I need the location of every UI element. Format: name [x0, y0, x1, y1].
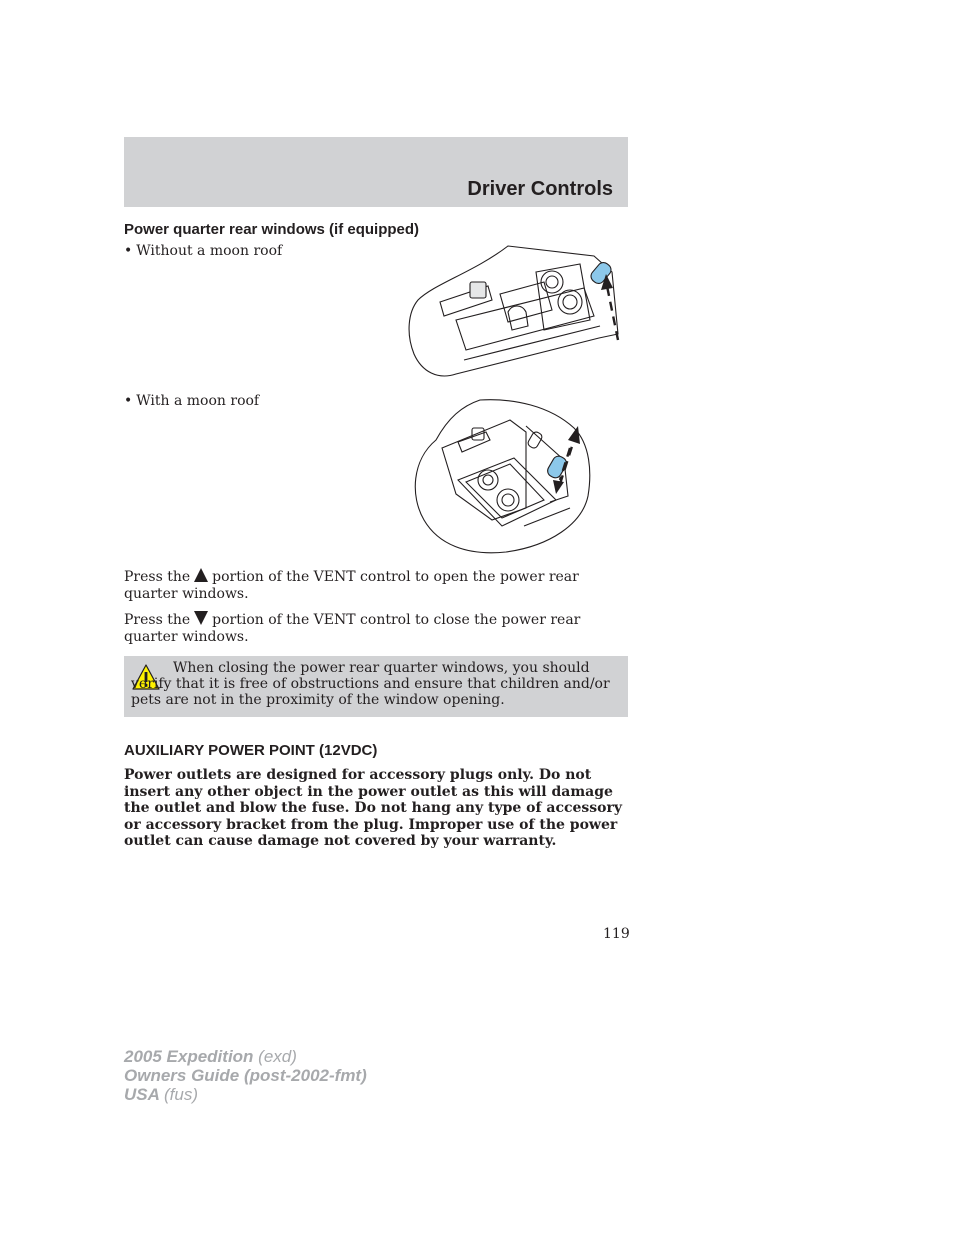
footer-market: USA	[124, 1085, 160, 1104]
instruction-text-before: Press the	[124, 569, 191, 585]
instruction-text-line2: quarter windows.	[124, 586, 249, 602]
section-title: Driver Controls	[467, 178, 613, 200]
subsection-title: Power quarter rear windows (if equipped)	[124, 221, 420, 238]
instruction-close	[124, 610, 629, 646]
instruction-text-line2: quarter windows.	[124, 629, 249, 645]
footer-model-code: (exd)	[258, 1047, 297, 1066]
bullet-text: Without a moon roof	[136, 243, 283, 259]
bullet-with-moon-roof	[124, 393, 259, 409]
bullet-marker: •	[124, 393, 133, 409]
auxiliary-power-paragraph: Power outlets are designed for accessory plugs only. Do not insert any other object in the power outlet as this will damage the outlet and blow the fuse. Do not hang any type of accessory or accessory bracket from the plug. Improper use of the power outlet can cause damage not covered by your warranty.	[124, 767, 623, 849]
instruction-text-after: portion of the VENT control to close the power rear	[212, 612, 581, 628]
footer-line-1	[124, 1047, 367, 1066]
bullet-marker: •	[124, 243, 133, 259]
bullet-without-moon-roof	[124, 243, 282, 259]
triangle-up-icon	[193, 567, 209, 583]
footer-line-2: Owners Guide (post-2002-fmt)	[124, 1066, 367, 1085]
console-illustration-without-moon-roof	[404, 242, 630, 384]
instruction-text-after: portion of the VENT control to open the power rear	[212, 569, 579, 585]
instruction-open	[124, 567, 629, 603]
instruction-text-before: Press the	[124, 612, 191, 628]
footer-market-code: (fus)	[164, 1085, 198, 1104]
footer-line-3	[124, 1085, 367, 1104]
page-number: 119	[603, 926, 630, 942]
warning-box	[124, 656, 628, 717]
bullet-text: With a moon roof	[136, 393, 260, 409]
document-footer	[124, 1047, 367, 1104]
triangle-down-icon	[193, 610, 209, 626]
auxiliary-power-title: AUXILIARY POWER POINT (12VDC)	[124, 742, 378, 759]
section-header-band	[124, 137, 628, 207]
warning-text: When closing the power rear quarter windows, you should verify that it is free of obstructions and ensure that children and/or pets are not in the proximity of the window opening.	[131, 660, 610, 708]
console-illustration-with-moon-roof	[410, 396, 596, 556]
footer-model: 2005 Expedition	[124, 1047, 254, 1066]
